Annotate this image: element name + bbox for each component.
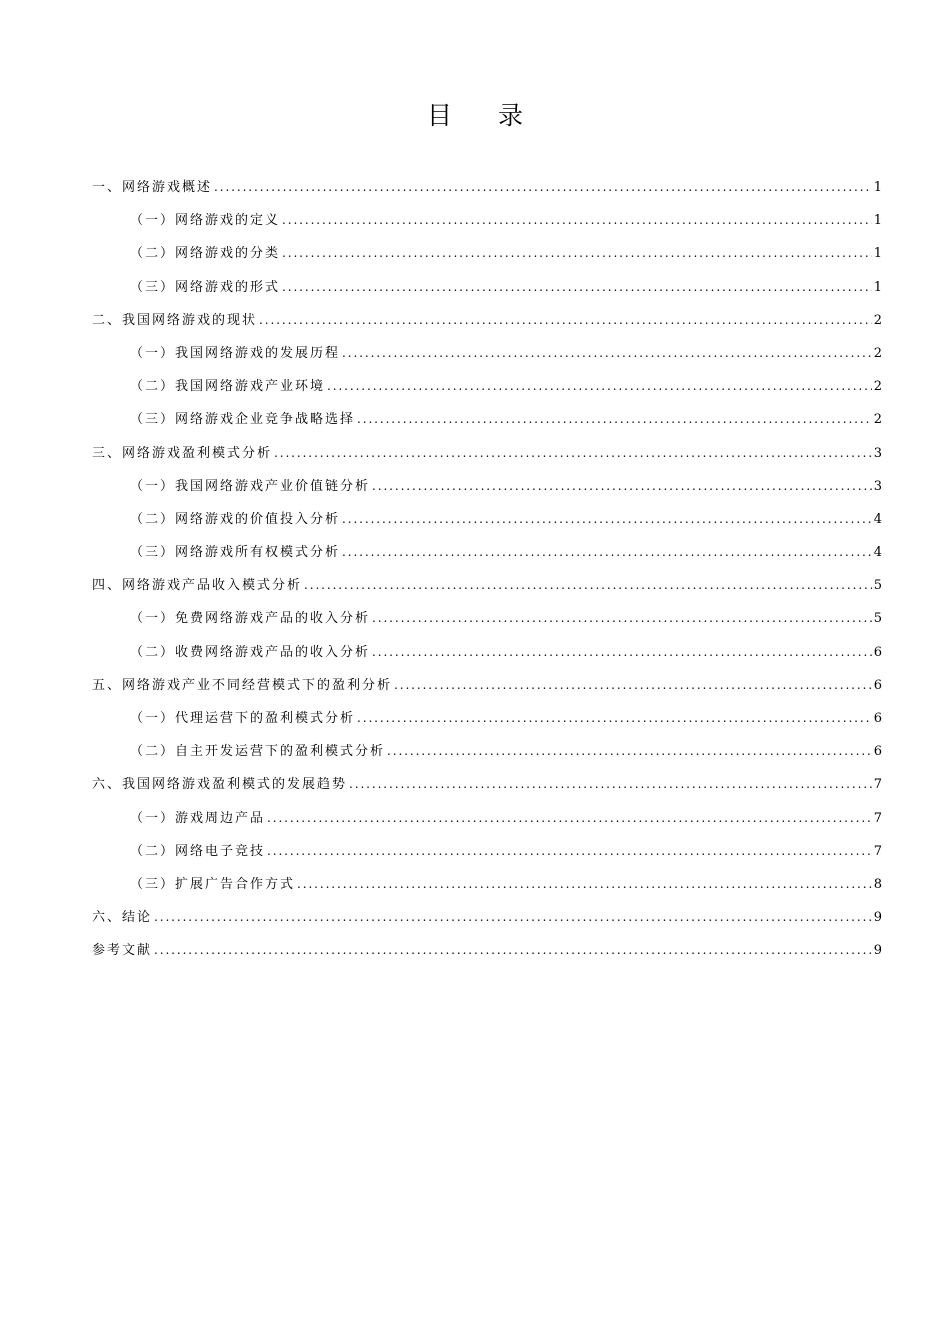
toc-entry[interactable] xyxy=(92,337,882,370)
dot-leader xyxy=(154,901,872,934)
toc-entry-title: （三）网络游戏的形式 xyxy=(130,279,281,295)
toc-entry[interactable] xyxy=(92,868,882,901)
dot-leader xyxy=(372,470,872,503)
dot-leader xyxy=(267,802,872,835)
page-title xyxy=(0,96,950,136)
toc-entry-title: 四、网络游戏产品收入模式分析 xyxy=(92,578,303,594)
toc-entry[interactable] xyxy=(92,768,882,801)
toc-entry[interactable] xyxy=(92,636,882,669)
toc-entry[interactable] xyxy=(92,602,882,635)
toc-entry-title: （三）网络游戏所有权模式分析 xyxy=(130,545,341,561)
dot-leader xyxy=(259,304,872,337)
toc-entry[interactable] xyxy=(92,370,882,403)
dot-leader xyxy=(342,503,872,536)
toc-entry[interactable] xyxy=(92,569,882,602)
dot-leader xyxy=(274,437,872,470)
toc-page-number: 3 xyxy=(873,445,882,461)
toc-entry[interactable] xyxy=(92,934,882,967)
dot-leader xyxy=(357,702,872,735)
toc-page-number: 2 xyxy=(873,412,882,428)
title-char-1: 目 xyxy=(426,101,452,130)
dot-leader xyxy=(327,370,872,403)
title-char-2: 录 xyxy=(498,101,524,130)
toc-entry-title: （二）网络电子竞技 xyxy=(130,843,266,859)
toc-page-number: 7 xyxy=(873,810,882,826)
dot-leader xyxy=(342,536,872,569)
toc-entry[interactable] xyxy=(92,901,882,934)
toc-entry[interactable] xyxy=(92,503,882,536)
toc-entry[interactable] xyxy=(92,669,882,702)
toc-page-number: 9 xyxy=(873,943,882,959)
toc-page-number: 6 xyxy=(873,677,882,693)
toc-entry-title: 二、我国网络游戏的现状 xyxy=(92,312,258,328)
toc-entry-title: （二）网络游戏的价值投入分析 xyxy=(130,511,341,527)
toc-page-number: 6 xyxy=(873,744,882,760)
toc-entry[interactable] xyxy=(92,271,882,304)
toc-entry-title: 五、网络游戏产业不同经营模式下的盈利分析 xyxy=(92,677,393,693)
toc-page-number: 7 xyxy=(873,843,882,859)
toc-entry-title: 六、我国网络游戏盈利模式的发展趋势 xyxy=(92,777,348,793)
toc-entry[interactable] xyxy=(92,702,882,735)
toc-page-number: 5 xyxy=(873,578,882,594)
toc-page-number: 2 xyxy=(873,379,882,395)
dot-leader xyxy=(372,602,872,635)
dot-leader xyxy=(394,669,872,702)
toc-entry-title: （一）我国网络游戏产业价值链分析 xyxy=(130,478,371,494)
toc-page-number: 1 xyxy=(873,279,882,295)
toc-entry[interactable] xyxy=(92,304,882,337)
toc-page-number: 1 xyxy=(873,213,882,229)
toc-entry-title: （二）收费网络游戏产品的收入分析 xyxy=(130,644,371,660)
dot-leader xyxy=(282,237,872,270)
toc-entry[interactable] xyxy=(92,470,882,503)
dot-leader xyxy=(297,868,872,901)
toc-entry[interactable] xyxy=(92,171,882,204)
toc-page-number: 1 xyxy=(873,246,882,262)
dot-leader xyxy=(304,569,872,602)
toc-page-number: 7 xyxy=(873,777,882,793)
dot-leader xyxy=(387,735,872,768)
table-of-contents xyxy=(92,171,882,968)
dot-leader xyxy=(349,768,872,801)
toc-entry-title: （二）网络游戏的分类 xyxy=(130,246,281,262)
toc-page-number: 4 xyxy=(873,545,882,561)
toc-page-number: 6 xyxy=(873,644,882,660)
toc-entry-title: （一）我国网络游戏的发展历程 xyxy=(130,345,341,361)
toc-entry-title: （一）代理运营下的盈利模式分析 xyxy=(130,711,356,726)
dot-leader xyxy=(342,337,872,370)
toc-entry-title: 六、结论 xyxy=(92,910,153,926)
toc-page-number: 1 xyxy=(873,180,882,195)
dot-leader xyxy=(372,636,872,669)
toc-entry-title: （二）自主开发运营下的盈利模式分析 xyxy=(130,744,386,760)
dot-leader xyxy=(214,171,872,204)
toc-entry-title: （二）我国网络游戏产业环境 xyxy=(130,379,326,395)
dot-leader xyxy=(267,835,872,868)
dot-leader xyxy=(282,204,872,237)
toc-entry-title: （一）网络游戏的定义 xyxy=(130,213,281,229)
toc-page-number: 5 xyxy=(873,611,882,627)
toc-page-number: 4 xyxy=(873,511,882,527)
toc-page-number: 2 xyxy=(873,312,882,328)
dot-leader xyxy=(282,271,872,304)
toc-entry-title: （一）游戏周边产品 xyxy=(130,810,266,826)
toc-entry[interactable] xyxy=(92,735,882,768)
toc-entry-title: （一）免费网络游戏产品的收入分析 xyxy=(130,611,371,627)
toc-page-number: 3 xyxy=(873,478,882,494)
toc-page-number: 9 xyxy=(873,910,882,926)
toc-entry[interactable] xyxy=(92,437,882,470)
toc-page-number: 6 xyxy=(873,711,882,726)
toc-entry[interactable] xyxy=(92,237,882,270)
toc-page-number: 8 xyxy=(873,876,882,892)
dot-leader xyxy=(154,934,872,967)
toc-entry[interactable] xyxy=(92,403,882,436)
toc-entry[interactable] xyxy=(92,204,882,237)
toc-entry-title: （三）扩展广告合作方式 xyxy=(130,876,296,892)
toc-entry-title: 一、网络游戏概述 xyxy=(92,180,213,195)
toc-entry[interactable] xyxy=(92,835,882,868)
toc-page-number: 2 xyxy=(873,345,882,361)
toc-entry-title: 参考文献 xyxy=(92,943,153,959)
toc-entry-title: （三）网络游戏企业竞争战略选择 xyxy=(130,412,356,428)
toc-entry-title: 三、网络游戏盈利模式分析 xyxy=(92,445,273,461)
dot-leader xyxy=(357,403,872,436)
toc-entry[interactable] xyxy=(92,536,882,569)
toc-entry[interactable] xyxy=(92,802,882,835)
